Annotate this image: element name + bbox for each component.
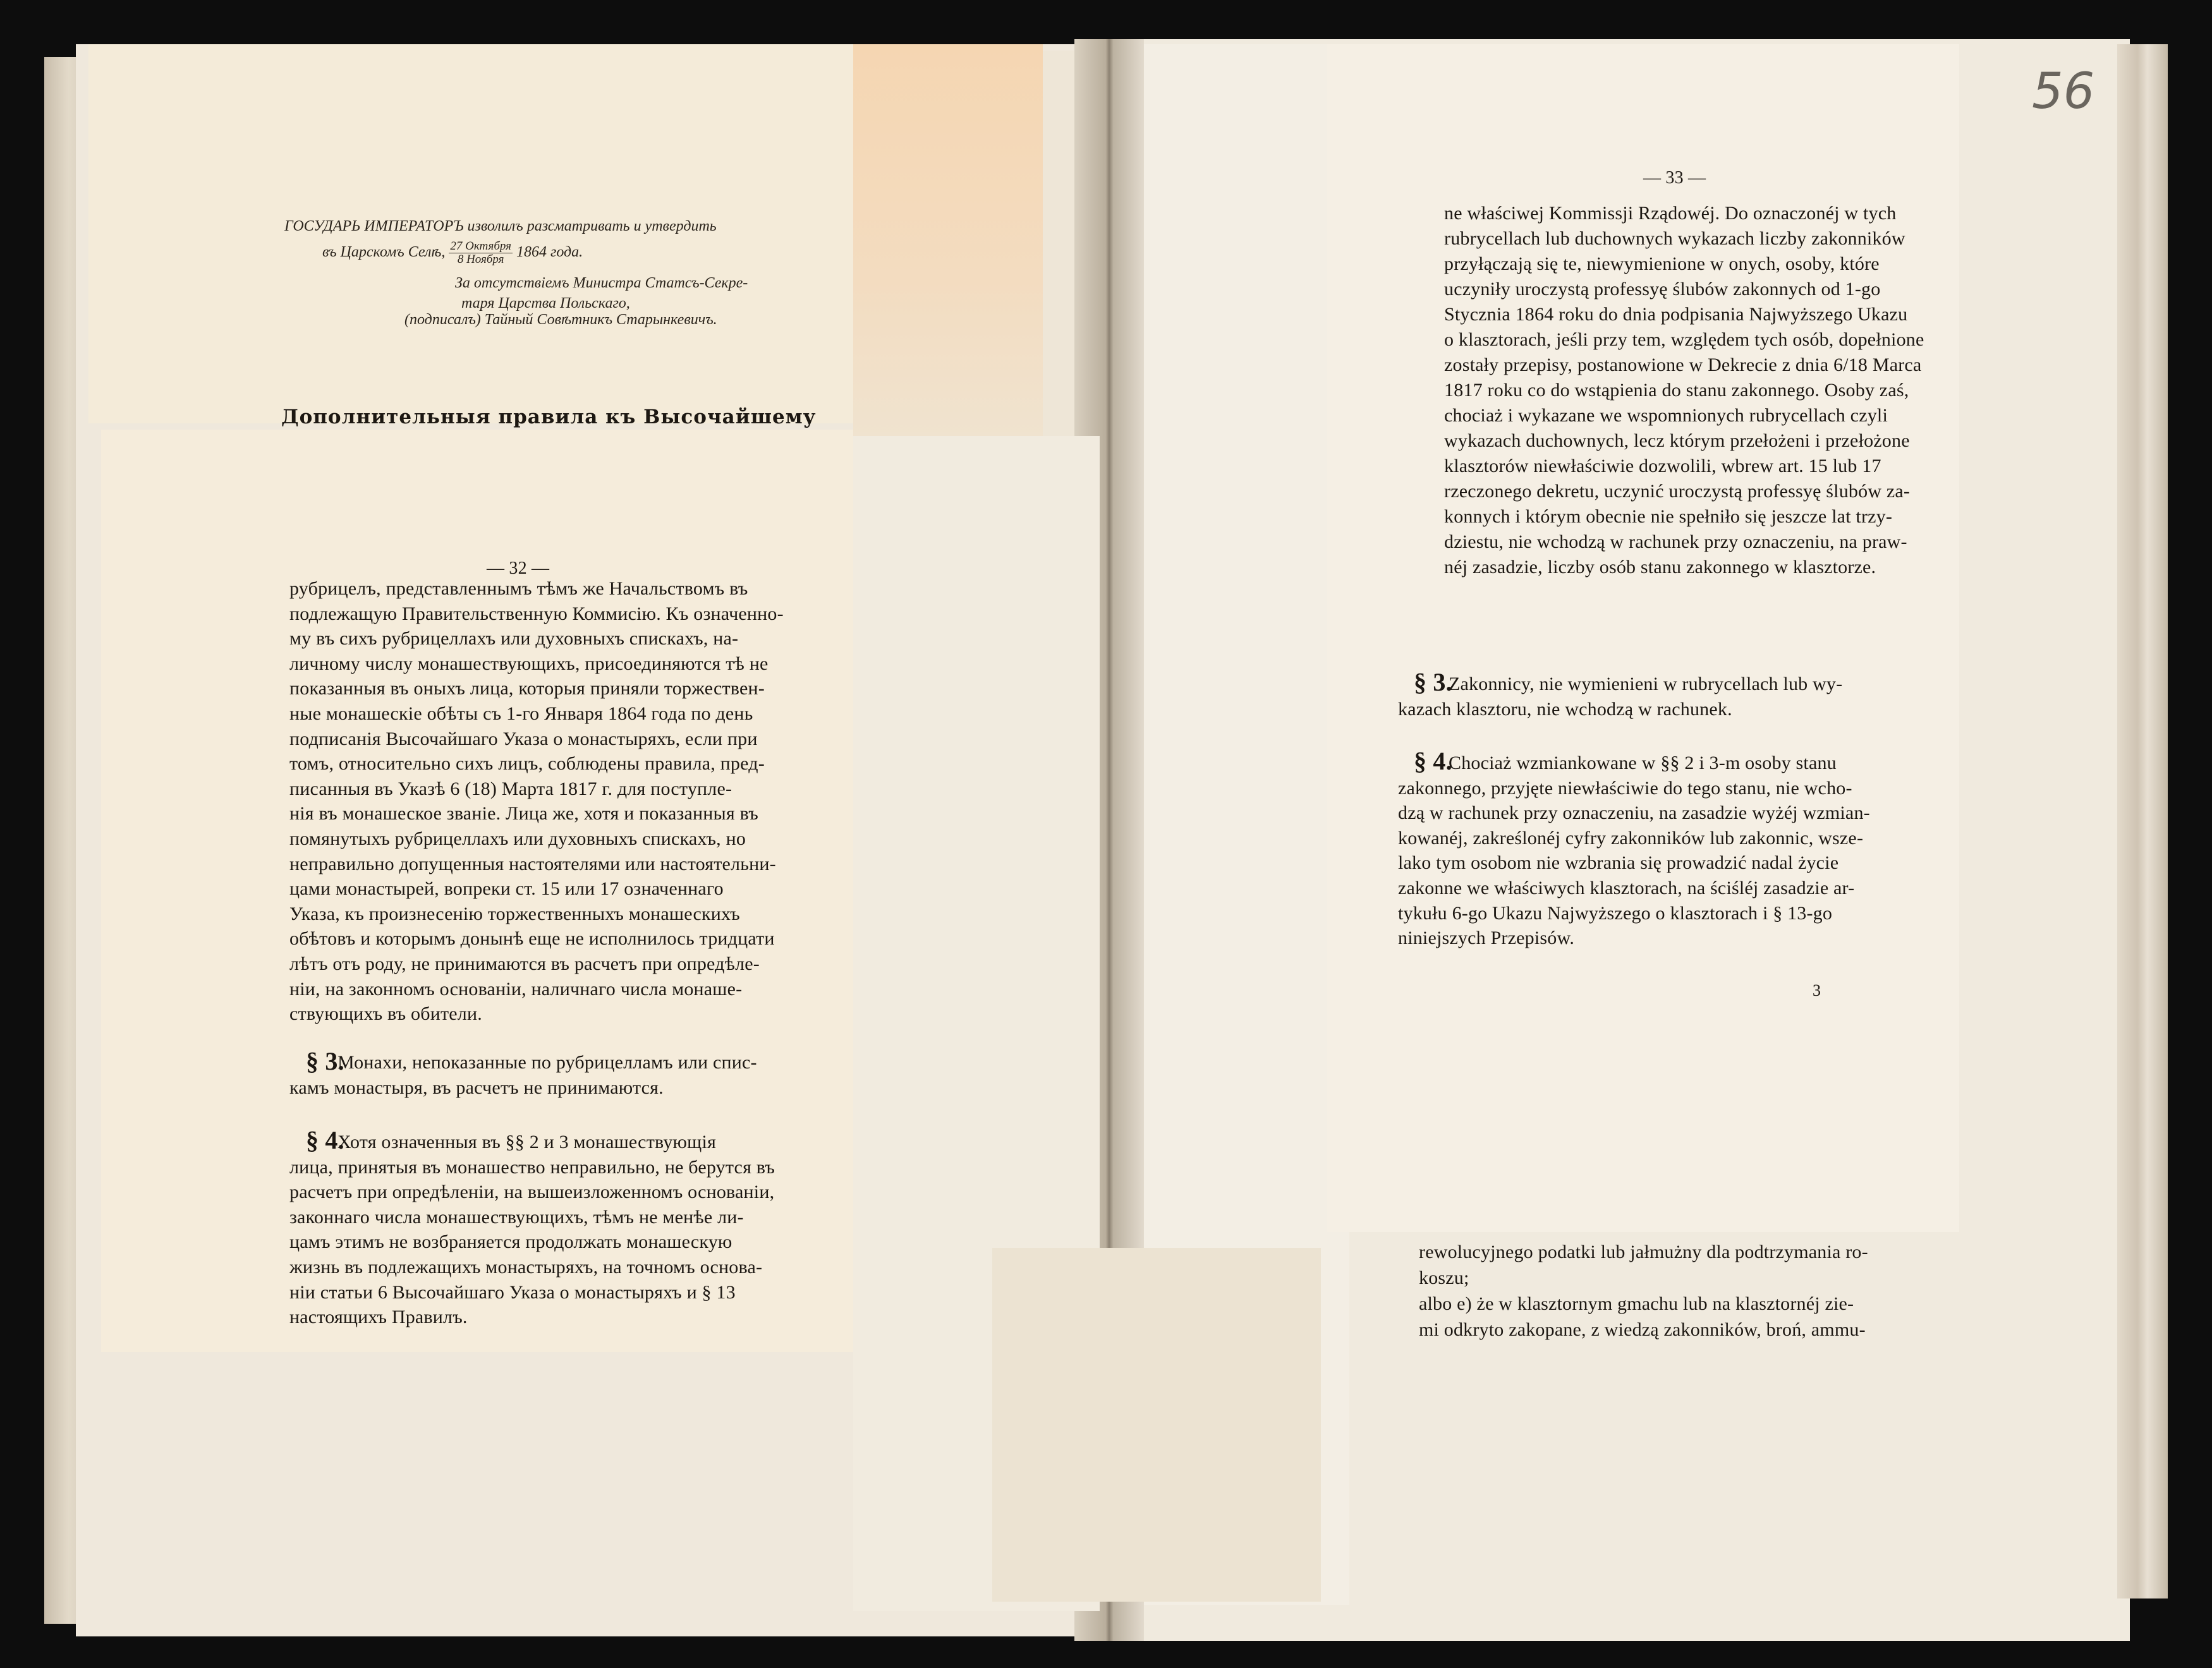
- text-line: kowanéj, zakreślonéj cyfry zakonników lub zakonnic, wsze-: [1398, 827, 1864, 849]
- text-line: неправильно допущенныя настоятелями или настоятельни-: [289, 853, 776, 874]
- text-line: Указа, къ произнесенію торжественныхъ монашескихъ: [289, 903, 740, 924]
- date-old-style: 27 Октября: [450, 239, 511, 253]
- text-line: законнаго числа монашествующихъ, тѣмъ не менѣе ли-: [289, 1206, 744, 1228]
- text-line: albo e) że w klasztornym gmachu lub na klasztornéj zie-: [1419, 1293, 1854, 1314]
- signatory-line: (подписалъ) Тайный Совѣтникъ Старынкевичъ.: [404, 311, 717, 328]
- text-line: wykazach duchownych, lecz którym przełożeni i przełożone: [1444, 430, 1910, 451]
- absence-line: За отсутствіемъ Министра Статсъ-Секре-: [455, 275, 748, 291]
- text-line: Zakonnicy, nie wymienieni w rubrycellach lub wy-: [1449, 674, 1843, 694]
- text-line: chociaż i wykazane we wspomnionych rubrycellach czyli: [1444, 405, 1888, 426]
- approval-line: ГОСУДАРЬ ИМПЕРАТОРЪ изволилъ разсматривать и утвердить: [284, 218, 717, 234]
- text-line: rzeczonego dekretu, uczynić uroczystą professyę ślubów za-: [1444, 481, 1911, 502]
- text-line: камъ монастыря, въ расчетъ не принимаются.: [289, 1077, 664, 1098]
- text-line: koszu;: [1419, 1267, 1469, 1288]
- text-line: rewolucyjnego podatki lub jałmużny dla podtrzymania ro-: [1419, 1242, 1868, 1262]
- text-line: mi odkryto zakopane, z wiedzą zakonników, broń, ammu-: [1419, 1319, 1866, 1340]
- text-line: zakonne we właściwych klasztorach, na ściśléj zasadzie ar-: [1398, 878, 1855, 898]
- text-line: настоящихъ Правилъ.: [289, 1307, 468, 1328]
- text-line: цами монастырей, вопреки ст. 15 или 17 означеннаго: [289, 878, 724, 900]
- text-line: цамъ этимъ не возбраняется продолжать монашескую: [289, 1231, 732, 1253]
- text-line: przyłączają się te, niewymienione w onych, osoby, które: [1444, 253, 1880, 274]
- text-line: му въ сихъ рубрицеллахъ или духовныхъ спискахъ, на-: [289, 628, 739, 650]
- text-line: Chociaż wzmiankowane w §§ 2 i 3-m osoby stanu: [1449, 752, 1837, 773]
- text-line: расчетъ при опредѣленіи, на вышеизложенномъ основаніи,: [289, 1182, 775, 1203]
- left-section-4-mark: § 4.: [306, 1126, 344, 1154]
- text-line: ne właściwej Kommissji Rządowéj. Do oznaczonéj w tych: [1444, 203, 1897, 224]
- text-line: rubrycellach lub duchownych wykazach liczby zakonników: [1444, 228, 1905, 249]
- signature-mark: 3: [1813, 981, 1821, 1000]
- right-section-3-mark: § 3.: [1414, 668, 1452, 696]
- text-line: подлежащую Правительственную Коммисію. Къ означенно-: [289, 603, 784, 624]
- text-line: лѣтъ отъ роду, не принимаются въ расчетъ при опредѣле-: [289, 953, 760, 974]
- text-line: lako tym osobom nie wzbrania się prowadzić nadal życie: [1398, 852, 1839, 874]
- text-line: néj zasadzie, liczby osób stanu zakonnego w klasztorze.: [1444, 557, 1876, 577]
- peach-paper-strip: [853, 44, 1043, 436]
- date-new-style: 8 Ноября: [457, 253, 504, 266]
- text-line: подписанія Высочайшаго Указа о монастыряхъ, если при: [289, 728, 758, 749]
- text-line: zostały przepisy, postanowione w Dekrecie z dnia 6/18 Marca: [1444, 354, 1922, 375]
- pencil-folio-number: 56: [2032, 63, 2095, 120]
- page-number-33: — 33 —: [1643, 168, 1706, 188]
- date-fraction: [449, 240, 513, 266]
- text-line: томъ, относительно сихъ лицъ, соблюдены правила, пред-: [289, 753, 765, 775]
- text-line: помянутыхъ рубрицеллахъ или духовныхъ спискахъ, но: [289, 828, 746, 849]
- document-title: Дополнительныя правила къ Высочайшему: [281, 406, 817, 428]
- text-line: ные монашескіе обѣты съ 1-го Января 1864 года по день: [289, 703, 753, 724]
- text-line: показанныя въ оныхъ лица, которыя приняли торжествен-: [289, 678, 765, 699]
- text-line: Хотя означенныя въ §§ 2 и 3 монашествующія: [337, 1132, 716, 1152]
- text-line: личному числу монашествующихъ, присоединяются тѣ не: [289, 653, 769, 674]
- text-line: обѣтовъ и которымъ донынѣ еще не исполнилось тридцати: [289, 928, 775, 950]
- approval-place-date: [322, 240, 583, 266]
- text-line: kazach klasztoru, nie wchodzą w rachunek.: [1398, 699, 1732, 720]
- text-line: konnych i którym obecnie nie spełniło się jeszcze lat trzy-: [1444, 506, 1893, 527]
- text-line: 1817 roku co do wstąpienia do stanu zakonnego. Osoby zaś,: [1444, 380, 1909, 401]
- text-line: рубрицелъ, представленнымъ тѣмъ же Начальствомъ въ: [289, 578, 748, 599]
- right-page-edges: [2117, 44, 2168, 1598]
- text-line: ніи, на законномъ основаніи, наличнаго числа монаше-: [289, 978, 743, 1000]
- text-line: o klasztorach, jeśli przy tem, względem tych osób, dopełnione: [1444, 329, 1924, 350]
- text-line: tykułu 6-go Ukazu Najwyższego o klasztorach i § 13-go: [1398, 902, 1833, 924]
- text-line: uczyniły uroczystą professyę ślubów zakonnych od 1-go: [1444, 279, 1881, 299]
- text-line: dziestu, nie wchodzą w rachunek przy oznaczeniu, na praw-: [1444, 531, 1907, 552]
- approval-year: 1864 года.: [516, 244, 583, 261]
- text-line: zakonnego, przyjęte niewłaściwie do tego stanu, nie wcho-: [1398, 777, 1852, 799]
- lower-paper-strip: [992, 1248, 1321, 1602]
- text-line: нія въ монашеское званіе. Лица же, хотя и показанныя въ: [289, 803, 758, 825]
- text-line: Stycznia 1864 roku do dnia podpisania Najwyższego Ukazu: [1444, 304, 1908, 325]
- text-line: писанныя въ Указѣ 6 (18) Марта 1817 г. для поступле-: [289, 778, 732, 799]
- text-line: ніи статьи 6 Высочайшаго Указа о монастыряхъ и § 13: [289, 1281, 736, 1303]
- approval-place: въ Царскомъ Селѣ,: [322, 244, 446, 261]
- text-line: klasztorów niewłaściwie dozwolili, wbrew art. 15 lub 17: [1444, 456, 1881, 476]
- text-line: лица, принятыя въ монашество неправильно, не берутся въ: [289, 1156, 775, 1178]
- text-line: Монахи, непоказанные по рубрицелламъ или спис-: [337, 1052, 757, 1073]
- left-section-3-mark: § 3.: [306, 1047, 344, 1075]
- text-line: niniejszych Przepisów.: [1398, 928, 1575, 949]
- ministry-line: таря Царства Польскаго,: [461, 295, 630, 311]
- text-line: ствующихъ въ обители.: [289, 1003, 482, 1025]
- right-section-4-mark: § 4.: [1414, 747, 1452, 775]
- text-line: dzą w rachunek przy oznaczeniu, na zasadzie wyżéj wzmian-: [1398, 802, 1870, 824]
- text-line: жизнь въ подлежащихъ монастыряхъ, на точномъ основа-: [289, 1257, 763, 1278]
- page-number-32: — 32 —: [487, 559, 550, 578]
